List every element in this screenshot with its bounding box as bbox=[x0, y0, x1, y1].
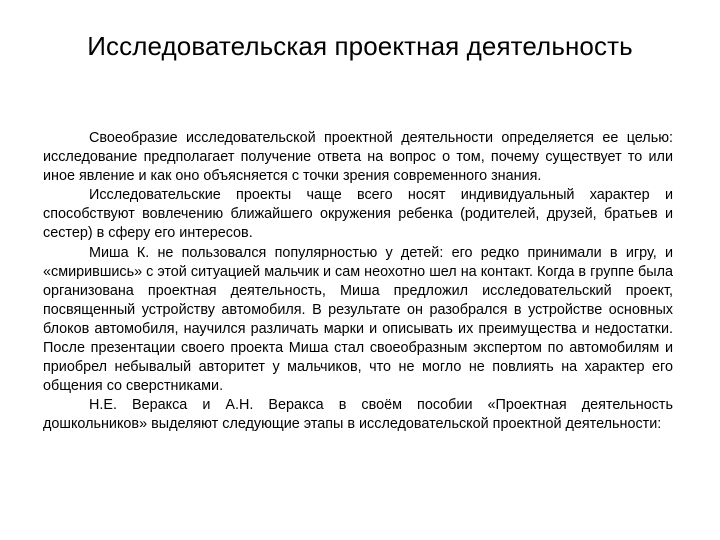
paragraph-individual-character: Исследовательские проекты чаще всего носят индивидуальный характер и способствуют вовлечению ближайшего окружения ребенка (родителей, друзей, братьев и сестер) в сферу его интересов. bbox=[43, 187, 673, 242]
paragraph-example-misha: Миша К. не пользовался популярностью у детей: его редко принимали в игру, и «смирившись» с этой ситуацией мальчик и сам неохотно шел на контакт. Когда в группе была организована проектная деятельность, Миша предложил исследовательский проект, посвященный устройству автомобиля. В результате он разобрался в устройстве основных блоков автомобиля, научился различать марки и описывать их преимущества и недостатки. После презентации своего проекта Миша стал своеобразным экспертом по автомобилям и приобрел небывалый авторитет у мальчиков, что не могло не повлиять на характер его общения со сверстниками. bbox=[43, 244, 673, 395]
paragraph-goal: Своеобразие исследовательской проектной деятельности определяется ее целью: исследование предполагает получение ответа на вопрос о том, почему существует то или иное явление и как оно объясняется с точки зрения современного знания. bbox=[43, 130, 673, 185]
paragraph-stages-intro: Н.Е. Веракса и А.Н. Веракса в своём пособии «Проектная деятельность дошкольников» выделяют следующие этапы в исследовательской проектной деятельности: bbox=[43, 397, 673, 433]
slide-title: Исследовательская проектная деятельность bbox=[87, 31, 633, 61]
slide-body bbox=[43, 129, 673, 435]
